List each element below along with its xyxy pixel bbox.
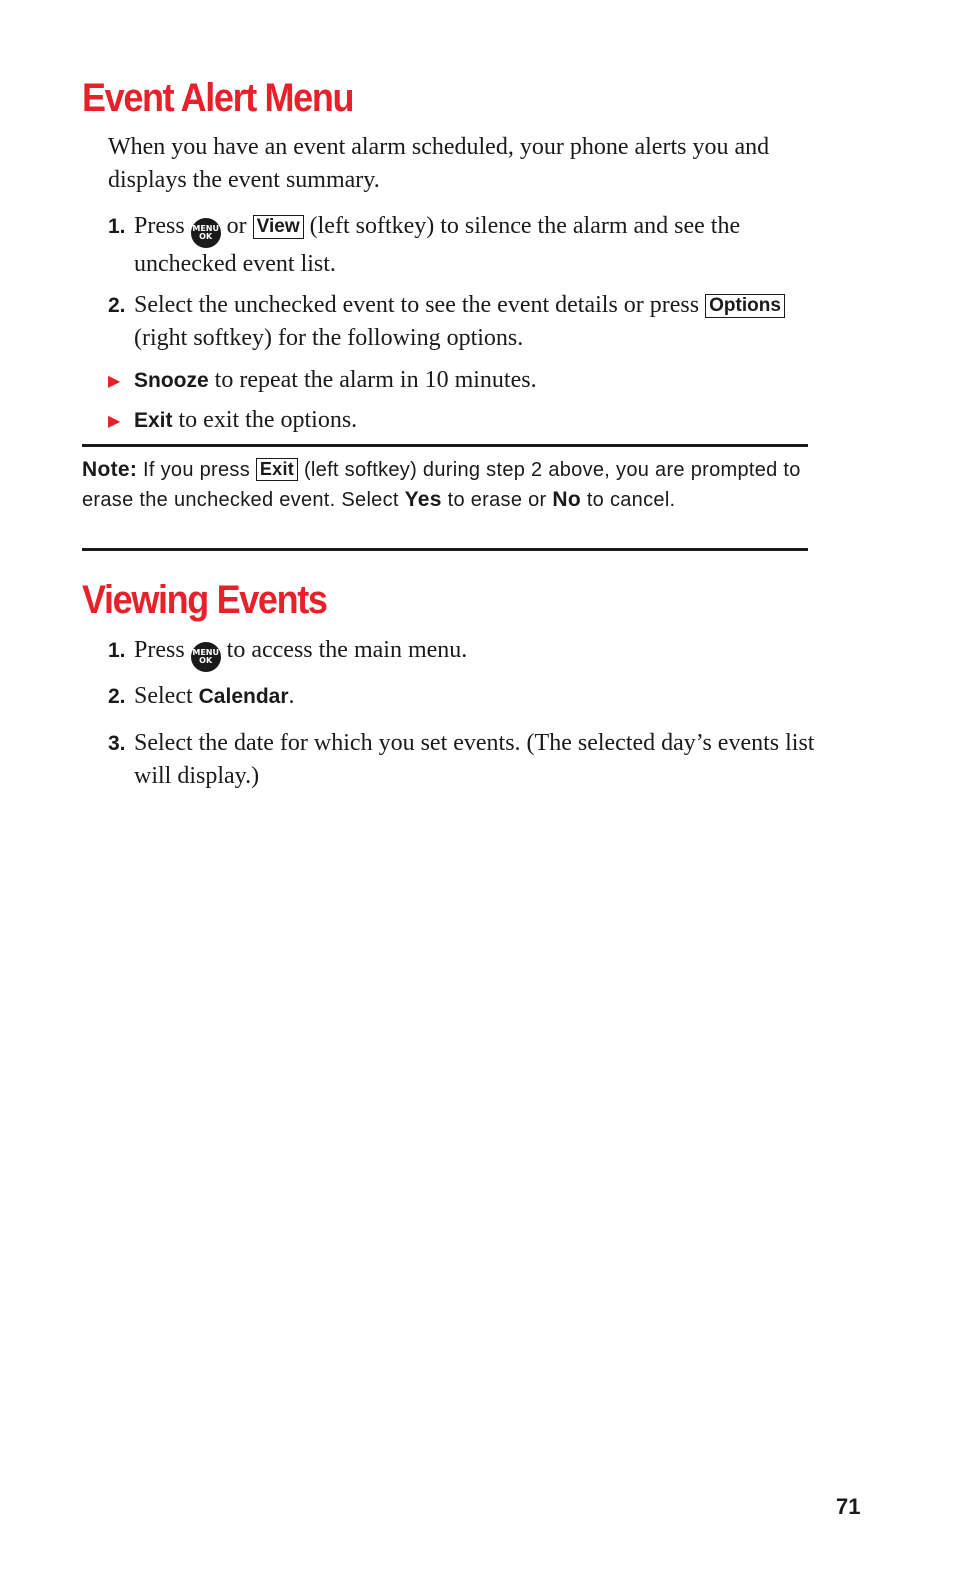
note-no: No [552, 488, 581, 511]
step-number: 1. [108, 639, 126, 662]
option-text: to repeat the alarm in 10 minutes. [214, 367, 537, 393]
step-text: (left softkey) to silence the alarm and see the unchecked event list. [134, 213, 741, 277]
note-bottom-divider [82, 548, 808, 551]
section-title-event-alert-menu: Event Alert Menu [82, 76, 354, 120]
step-item [108, 289, 823, 355]
option-label: Snooze [134, 369, 209, 392]
option-bullet [108, 364, 823, 397]
note-text: to cancel. [586, 489, 676, 511]
step-item [108, 727, 823, 793]
right-triangle-icon: ▶ [108, 371, 121, 390]
menu-ok-key-icon: MENU OK [191, 642, 221, 672]
step-number: 3. [108, 732, 126, 755]
step-item [108, 634, 823, 672]
note-text: (left softkey) during step 2 above, you are prompted to erase the unchecked event. Select [82, 459, 801, 511]
view-softkey-label: View [253, 215, 304, 239]
step-text: Press [134, 213, 185, 239]
step-text: to access the main menu. [226, 637, 468, 663]
calendar-label: Calendar [198, 685, 289, 708]
note-yes: Yes [404, 488, 442, 511]
page-number: 71 [836, 1494, 861, 1519]
note-box [82, 455, 804, 515]
step-item [108, 680, 823, 713]
note-text: If you press [143, 459, 251, 481]
note-text: to erase or [447, 489, 547, 511]
step-text: or [226, 213, 247, 239]
intro-paragraph: When you have an event alarm scheduled, your phone alerts you and displays the event summary. [108, 134, 770, 193]
exit-softkey-label: Exit [256, 458, 298, 481]
step-number: 2. [108, 685, 126, 708]
option-label: Exit [134, 409, 173, 432]
step-number: 1. [108, 215, 126, 238]
options-softkey-label: Options [705, 294, 785, 318]
step-text: Select [134, 683, 193, 709]
note-top-divider [82, 444, 808, 447]
note-label: Note: [82, 458, 138, 481]
step-text: Press [134, 637, 185, 663]
option-bullet [108, 404, 823, 437]
step-text: . [288, 683, 295, 709]
step-text: (right softkey) for the following options. [134, 325, 524, 351]
section-title-viewing-events: Viewing Events [82, 578, 327, 622]
step-item [108, 210, 823, 281]
right-triangle-icon: ▶ [108, 411, 121, 430]
menu-ok-key-icon: MENU OK [191, 218, 221, 248]
option-text: to exit the options. [178, 407, 358, 433]
step-text: Select the date for which you set events. (The selected day’s events list will display.) [134, 730, 815, 789]
step-number: 2. [108, 294, 126, 317]
step-text: Select the unchecked event to see the event details or press [134, 292, 700, 318]
